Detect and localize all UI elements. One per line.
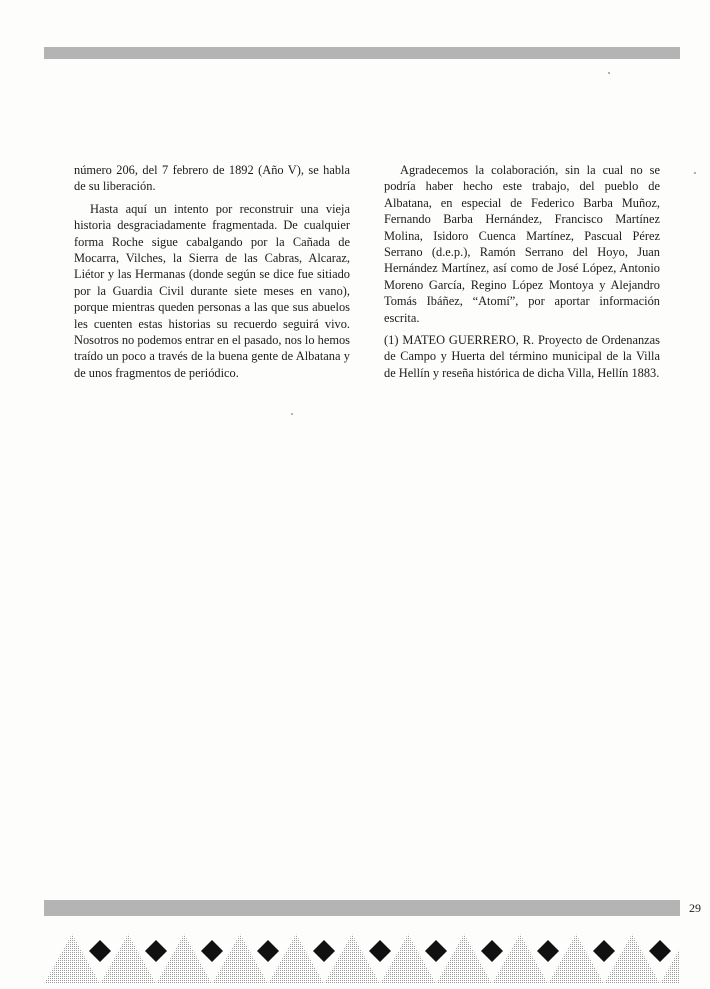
diamond-border-ornament [44,934,680,984]
right-text-column [384,162,660,387]
black-diamond [257,940,279,962]
black-diamond [201,940,223,962]
stippled-triangle [156,934,212,984]
bottom-decorative-band [44,900,680,916]
stippled-triangle [604,934,660,984]
black-diamond [369,940,391,962]
black-diamond [537,940,559,962]
paragraph-continuation: número 206, del 7 febrero de 1892 (Año V), se habla de su liberación. [74,163,350,194]
black-diamond [89,940,111,962]
black-diamond [313,940,335,962]
stippled-triangle [212,934,268,984]
stippled-triangle [44,934,100,984]
left-text-column [74,162,350,387]
stippled-triangle [380,934,436,984]
print-speck [694,172,696,174]
stippled-triangle [436,934,492,984]
print-speck [608,72,610,74]
paragraph-acknowledgements: Agradecemos la colaboración, sin la cual no se podría haber hecho este trabajo, del pueblo de Albatana, en especial de Federico Barba Muñoz, Fernando Barba Hernández, Francisco Martínez Molina, Isidoro Cuenca Martínez, Pascual Pérez Serrano (d.e.p.), Ramón Serrano del Hoyo, Juan Hernández Martínez, así como de José López, Antonio Moreno García, Regino López Montoya y Alejandro Tomás Ibáñez, “Atomí”, por aportar información escrita. [384,163,660,325]
black-diamond [649,940,671,962]
black-diamond [145,940,167,962]
black-diamond [481,940,503,962]
footnote: (1) MATEO GUERRERO, R. Proyecto de Ordenanzas de Campo y Huerta del término municipal de la Villa de Hellín y reseña histórica de dicha Villa, Hellín 1883. [384,333,660,380]
black-diamond [593,940,615,962]
black-diamond [425,940,447,962]
stippled-triangle [548,934,604,984]
top-decorative-band [44,47,680,59]
stippled-triangle [100,934,156,984]
paragraph-conclusion: Hasta aquí un intento por reconstruir una vieja historia desgraciadamente fragmentada. De cualquier forma Roche sigue cabalgando por la Cañada de Mocarra, Vilches, la Sierra de las Cabras, Alcaraz, Liétor y las Hermanas (donde según se dice fue sitiado por la Guardia Civil durante siete meses en vano), porque mientras queden personas a las que sus abuelos les cuenten estas historias su recuerdo seguirá vivo. Nosotros no podemos entrar en el pasado, nos lo hemos traído un poco a través de la buena gente de Albatana y de unos fragmentos de periódico. [74,201,350,380]
stippled-triangle [268,934,324,984]
print-speck [291,413,293,415]
stippled-triangle [324,934,380,984]
page-number: 29 [689,901,701,915]
stippled-triangle [492,934,548,984]
